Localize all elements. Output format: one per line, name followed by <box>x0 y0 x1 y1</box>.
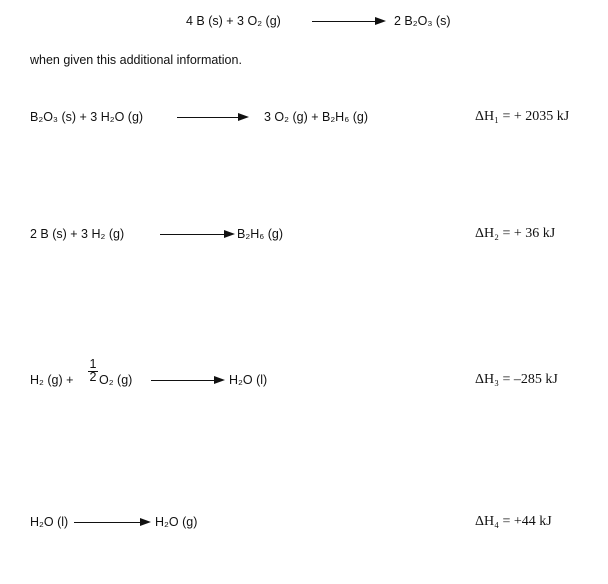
fraction-denominator: 2 <box>89 370 97 384</box>
reaction-1-products: 3 O₂ (g) + B₂H₆ (g) <box>264 110 369 124</box>
target-reactants: 4 B (s) + 3 O₂ (g) <box>186 14 281 28</box>
reaction-2-reactants: 2 B (s) + 3 H₂ (g) <box>30 227 125 241</box>
one-half-fraction <box>88 358 98 385</box>
reaction-3-reactants-part1: H₂ (g) + <box>30 373 74 387</box>
reaction-arrow <box>151 375 225 385</box>
delta-h-4: ΔH₄ = +44 kJ <box>475 514 552 529</box>
delta-h-3: ΔH₃ = –285 kJ <box>475 372 558 387</box>
reaction-3-products: H₂O (l) <box>229 373 268 387</box>
target-products: 2 B₂O₃ (s) <box>394 14 451 28</box>
reaction-4-products: H₂O (g) <box>155 515 198 529</box>
fraction-numerator: 1 <box>89 357 97 371</box>
reaction-1-reactants: B₂O₃ (s) + 3 H₂O (g) <box>30 110 144 124</box>
intro-text: when given this additional information. <box>30 53 242 67</box>
reaction-4-reactants: H₂O (l) <box>30 515 69 529</box>
delta-h-1: ΔH₁ = + 2035 kJ <box>475 109 570 124</box>
reaction-arrow <box>312 16 386 26</box>
reaction-arrow <box>160 229 235 239</box>
reaction-arrow <box>74 517 151 527</box>
reaction-2-products: B₂H₆ (g) <box>237 227 284 241</box>
reaction-3-reactants-part2: O₂ (g) <box>99 373 133 387</box>
reaction-arrow <box>177 112 249 122</box>
delta-h-2: ΔH₂ = + 36 kJ <box>475 226 556 241</box>
